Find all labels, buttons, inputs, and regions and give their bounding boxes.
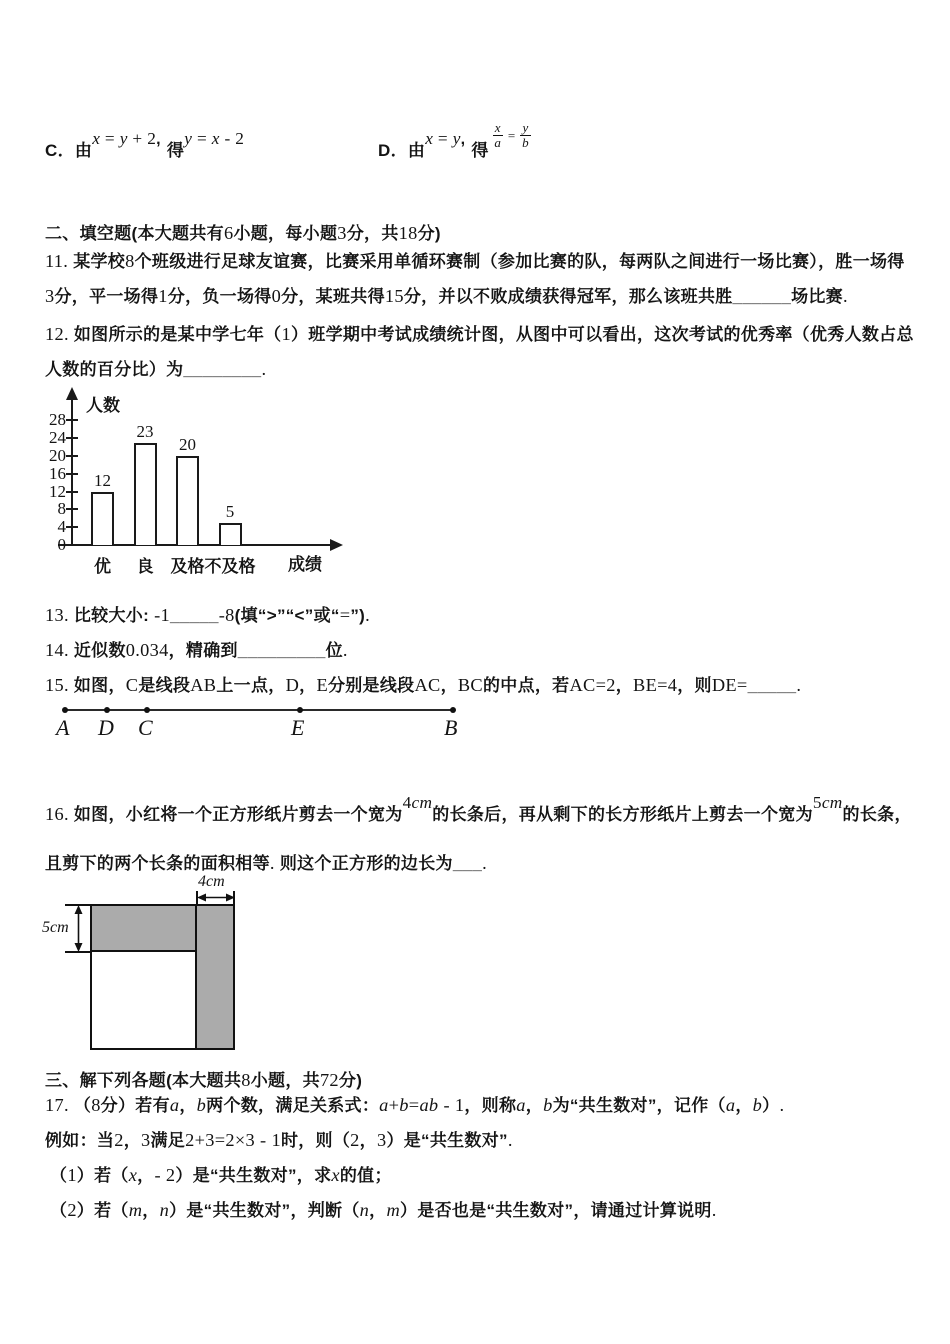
point-dot-E — [297, 707, 303, 713]
square-top-width-label: 4cm — [198, 873, 225, 890]
question-17-sub-2: （2）若（m，n）是“共生数对”，判断（n，m）是否也是“共生数对”，请通过计算说明. — [50, 1200, 717, 1220]
y-tick-mark — [66, 526, 78, 528]
fraction-numerator-1: x — [494, 120, 501, 135]
fraction-denominator-2: b — [522, 135, 529, 151]
question-16-line-1 — [45, 793, 912, 825]
q16-text-2: 的长条后，再从剩下的长方形纸片上剪去一个宽为 — [432, 805, 813, 824]
y-tick-label: 4 — [57, 517, 66, 537]
y-tick-mark — [66, 419, 78, 421]
bar-value-label: 5 — [225, 501, 235, 521]
bar-优 — [91, 492, 114, 545]
q16-text-1: 16. 如图，小红将一个正方形纸片剪去一个宽为 — [45, 804, 403, 824]
segment-line — [63, 709, 455, 711]
option-d-fraction — [493, 121, 531, 151]
point-label-E: E — [291, 715, 305, 740]
square-left-height-label: 5cm — [42, 919, 69, 936]
point-label-A: A — [56, 715, 70, 740]
point-dot-A — [62, 707, 68, 713]
question-12-line-2: 人数的百分比）为________. — [45, 359, 267, 379]
x-category-label: 优 — [94, 557, 111, 576]
x-axis-title: 成绩 — [288, 555, 322, 574]
question-17: 17. （8分）若有a，b两个数，满足关系式：a+b=ab - 1，则称a，b为“共生数对”，记作（a，b）. — [45, 1095, 785, 1115]
horizontal-double-arrow — [197, 892, 235, 903]
option-d-label: D．由 — [378, 141, 426, 160]
segment-figure — [55, 698, 475, 746]
point-label-D: D — [98, 715, 114, 740]
q16-width-4cm: 4cm — [402, 793, 433, 812]
option-c-equation-2: y = x - 2 — [184, 129, 245, 148]
point-label-B: B — [444, 715, 458, 740]
question-11-line-2: 3分，平一场得1分，负一场得0分，某班共得15分，并以不败成绩获得冠军，那么该班共胜______场比赛. — [45, 286, 848, 306]
y-tick-label: 28 — [49, 410, 66, 430]
question-15: 15. 如图，C是线段AB上一点，D，E分别是线段AC，BC的中点，若AC=2，BE=4，则DE=_____. — [45, 675, 802, 695]
x-axis-arrow — [330, 539, 343, 551]
y-tick-label: 0 — [57, 535, 66, 554]
y-tick-mark — [66, 491, 78, 493]
bar-不及格 — [219, 523, 242, 545]
q16-width-5cm: 5cm — [812, 793, 843, 812]
fraction-numerator-2: y — [522, 120, 529, 135]
square-figure — [40, 875, 280, 1060]
bar-value-label: 20 — [179, 435, 196, 454]
q16-text-3: 的长条， — [842, 805, 912, 824]
option-d-equation-1: x = y, — [425, 129, 466, 148]
question-13: 13. 比较大小: -1_____-8(填“>”“<”或“=”). — [45, 605, 371, 625]
option-d-mid: 得 — [471, 141, 489, 160]
vertical-double-arrow — [73, 905, 84, 952]
question-17-sub-1: （1）若（x，- 2）是“共生数对”，求x的值； — [50, 1165, 392, 1185]
square-outline — [90, 904, 235, 1050]
point-label-C: C — [138, 715, 153, 740]
x-category-label: 及格 — [170, 557, 205, 576]
point-dot-C — [144, 707, 150, 713]
y-axis-arrow — [66, 387, 78, 400]
y-axis-title: 人数 — [86, 396, 120, 415]
bar-chart-figure — [40, 393, 370, 583]
x-category-label: 良 — [136, 557, 154, 576]
section-3-header: 三、解下列各题(本大题共8小题，共72分) — [45, 1070, 363, 1090]
question-16-line-2: 且剪下的两个长条的面积相等. 则这个正方形的边长为___. — [45, 853, 487, 873]
question-11-line-1: 11. 某学校8个班级进行足球友谊赛，比赛采用单循环赛制（参加比赛的队，每两队之间进行一场比赛），胜一场得 — [45, 251, 905, 271]
y-tick-mark — [66, 437, 78, 439]
question-12-line-1: 12. 如图所示的是某中学七年（1）班学期中考试成绩统计图，从图中可以看出，这次考试的优秀率（优秀人数占总 — [45, 324, 914, 344]
point-dot-B — [450, 707, 456, 713]
y-tick-mark — [66, 455, 78, 457]
fraction-denominator-1: a — [494, 135, 502, 151]
y-tick-mark — [66, 544, 78, 546]
y-tick-mark — [66, 508, 78, 510]
option-d — [378, 120, 531, 175]
bar-value-label: 23 — [136, 421, 154, 441]
y-tick-label: 12 — [49, 481, 66, 501]
fraction-equals: = — [507, 127, 516, 143]
y-axis-line — [71, 395, 73, 545]
bar-及格 — [176, 456, 199, 545]
question-17-example: 例如：当2，3满足2+3=2×3 - 1时，则（2，3）是“共生数对”. — [45, 1130, 513, 1150]
point-dot-D — [104, 707, 110, 713]
section-2-header: 二、填空题(本大题共有6小题，每小题3分，共18分) — [45, 223, 441, 243]
bar-良 — [134, 443, 157, 545]
option-c-equation-1: x = y + 2, — [92, 129, 161, 148]
y-tick-label: 24 — [49, 428, 66, 448]
y-tick-label: 16 — [49, 463, 66, 483]
option-c-label: C．由 — [45, 141, 93, 160]
bar-value-label: 12 — [94, 470, 111, 490]
option-c-mid: 得 — [166, 141, 185, 160]
option-c — [45, 129, 245, 161]
y-tick-mark — [66, 473, 78, 475]
x-category-label: 不及格 — [204, 557, 256, 576]
y-tick-label: 20 — [49, 446, 66, 465]
question-14: 14. 近似数0.034，精确到_________位. — [45, 640, 348, 660]
y-tick-label: 8 — [57, 499, 66, 519]
